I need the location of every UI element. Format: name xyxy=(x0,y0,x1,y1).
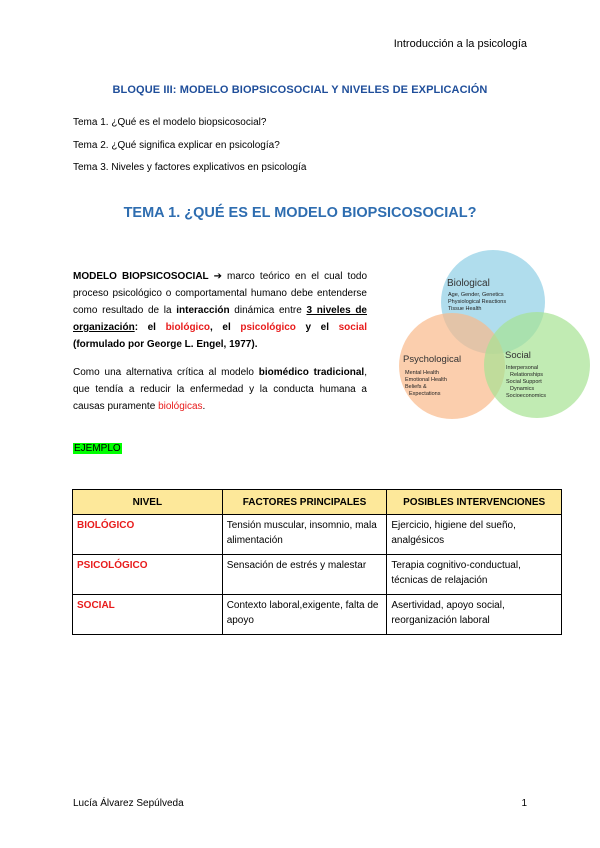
topic-item: Tema 2. ¿Qué significa explicar en psicología? xyxy=(73,139,280,151)
example-label: EJEMPLO xyxy=(74,443,121,454)
text: . xyxy=(202,401,206,412)
biological-title: Biological xyxy=(447,278,490,289)
social-item: Socioeconomics xyxy=(506,393,547,399)
text: dinámica entre xyxy=(229,305,307,316)
biomed: biomédico tradicional xyxy=(258,367,365,378)
level-cell: BIOLÓGICO xyxy=(73,515,223,555)
levels: 3 niveles de organización xyxy=(73,305,367,333)
text: Como una alternativa crítica al modelo xyxy=(73,367,259,378)
header-course: Introducción a la psicología xyxy=(393,38,527,50)
level-cell: PSICOLÓGICO xyxy=(73,555,223,595)
psychological-item: Mental Health xyxy=(405,370,439,376)
text: : el xyxy=(134,322,166,333)
social-item: Social Support xyxy=(506,379,542,385)
social-item: Dynamics xyxy=(510,386,535,392)
topic-item: Tema 3. Niveles y factores explicativos en psicología xyxy=(73,162,307,173)
psy-word: psicológico xyxy=(240,322,296,333)
term: MODELO BIOPSICOSOCIAL xyxy=(73,271,209,282)
text: , que tendía a reducir la enfermedad y la conducta humana a causas puramente xyxy=(73,367,367,412)
venn-diagram xyxy=(395,250,595,430)
table-row xyxy=(73,555,562,595)
text: , el xyxy=(210,322,241,333)
psychological-item: Emotional Health xyxy=(405,377,447,383)
biological-item: Age, Gender, Genetics xyxy=(448,292,504,298)
social-item: Interpersonal xyxy=(506,365,539,371)
biological-item: Tissue Health xyxy=(448,306,482,312)
paragraph-definition xyxy=(73,268,367,353)
factors-table xyxy=(72,489,562,635)
text: (formulado por George L. Engel, 1977). xyxy=(73,339,258,350)
psychological-item: Beliefs & xyxy=(405,384,427,390)
header-cell: NIVEL xyxy=(73,490,223,515)
page-number: 1 xyxy=(521,798,527,809)
psychological-item: Expectations xyxy=(409,391,441,397)
psychological-title: Psychological xyxy=(403,354,462,365)
bio-word: biológicas xyxy=(158,401,203,412)
header-cell: FACTORES PRINCIPALES xyxy=(222,490,387,515)
level-cell: SOCIAL xyxy=(73,595,223,635)
interventions-cell: Asertividad, apoyo social, reorganización laboral xyxy=(387,595,562,635)
interaction: interacción xyxy=(176,305,230,316)
factors-cell: Contexto laboral,exigente, falta de apoyo xyxy=(222,595,387,635)
table-row xyxy=(73,595,562,635)
topic-item: Tema 1. ¿Qué es el modelo biopsicosocial? xyxy=(73,117,267,128)
social-title: Social xyxy=(505,350,531,361)
paragraph-alternative xyxy=(73,364,367,415)
table-row xyxy=(73,515,562,555)
header-cell: POSIBLES INTERVENCIONES xyxy=(387,490,562,515)
interventions-cell: Ejercicio, higiene del sueño, analgésicos xyxy=(387,515,562,555)
social-item: Relationships xyxy=(510,372,544,378)
footer-author: Lucía Álvarez Sepúlveda xyxy=(73,798,184,809)
soc-word: social xyxy=(338,322,367,333)
factors-cell: Sensación de estrés y malestar xyxy=(222,555,387,595)
block-title: BLOQUE III: MODELO BIOPSICOSOCIAL Y NIVELES DE EXPLICACIÓN xyxy=(112,84,488,96)
text: marco teórico en el cual todo proceso psicológico o comportamental humano debe entenderse como resultado de la xyxy=(73,271,368,316)
biological-item: Physiological Reactions xyxy=(448,299,507,305)
text: y el xyxy=(295,322,339,333)
topic-list xyxy=(73,112,306,180)
tema1-title: TEMA 1. ¿QUÉ ES EL MODELO BIOPSICOSOCIAL? xyxy=(123,205,477,221)
bio-word: biológico xyxy=(165,322,211,333)
factors-cell: Tensión muscular, insomnio, mala alimentación xyxy=(222,515,387,555)
interventions-cell: Terapia cognitivo-conductual, técnicas de relajación xyxy=(387,555,562,595)
table-header-row xyxy=(73,490,562,515)
arrow-icon: ➔ xyxy=(208,271,228,282)
